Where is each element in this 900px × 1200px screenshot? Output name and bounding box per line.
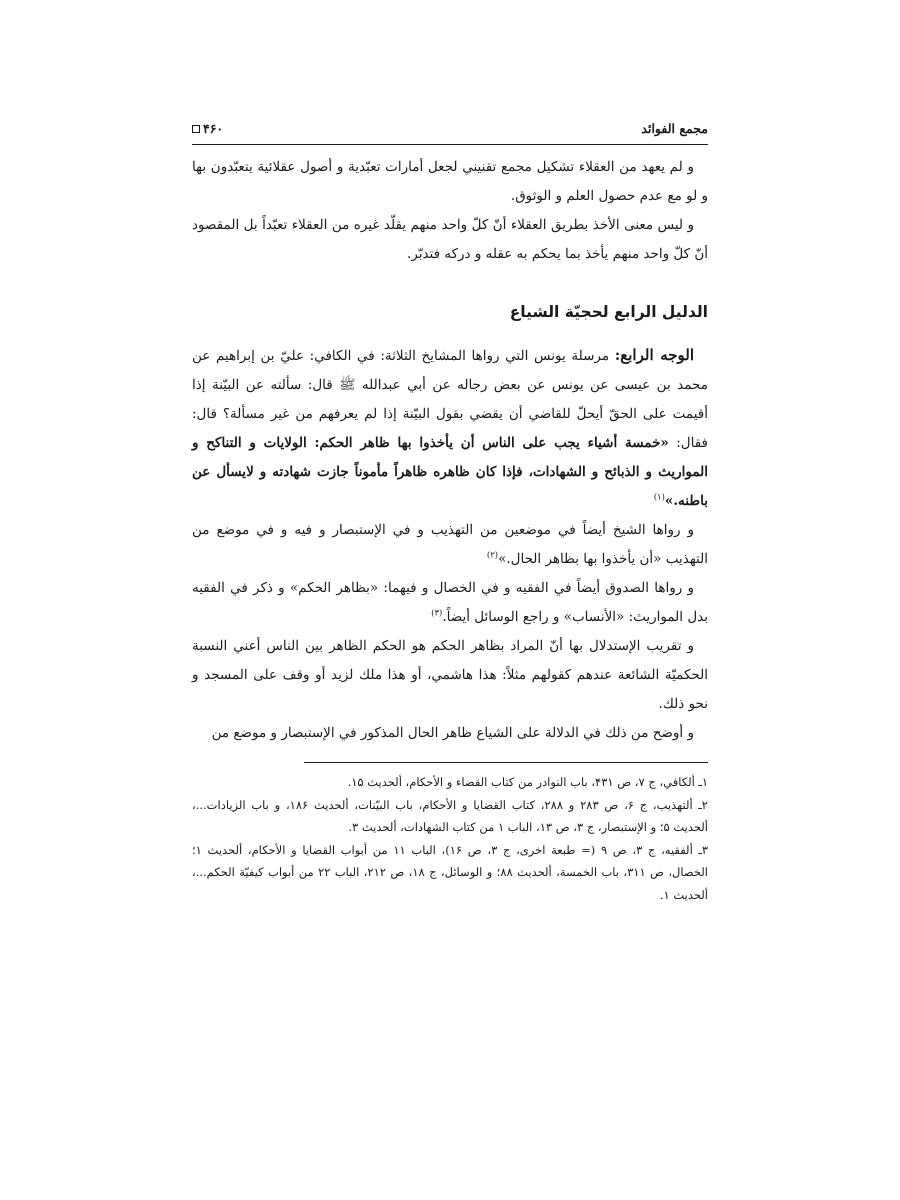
page-number-group <box>192 121 223 136</box>
hadith-quote: «خمسة أشياء يجب على الناس أن يأخذوا بها ظاهر الحكم: الولايات و التناكح و المواريث و الذبائح و الشهادات، فإذا كان ظاهره ظاهراً مأموناً جازت شهادته و لايسأل عن باطنه.» <box>192 435 708 509</box>
paragraph-7: و أوضح من ذلك في الدلالة على الشياع ظاهر الحال المذكور في الإستبصار و موضع من <box>211 725 694 741</box>
footnote-ref-2: (٢) <box>486 550 499 561</box>
book-title: مجمع الفوائد <box>641 121 708 136</box>
paragraph-3 <box>192 341 708 516</box>
paragraph-4-text: و رواها الشيخ أيضاً في موضعين من التهذيب و في الإستبصار و فيه و في موضع من التهذيب «أن يأخذوا بها بظاهر الحال.» <box>192 522 708 567</box>
footnote-2: ٢ـ ألتهذيب، ج ۶، ص ٢٨٣ و ٢٨٨، كتاب القضايا و الأحكام، باب البيّنات، ألحديث ١٨۶، و باب الزيادات...، ألحديث ۵؛ و الإستبصار، ج ٣، ص ١٣، الباب ١ من كتاب الشهادات، ألحديث ٣. <box>192 797 708 834</box>
paragraph-2: و ليس معنى الأخذ بطريق العقلاء أنّ كلّ واحد منهم يقلّد غيره من العقلاء تعبّداً بل المقصود أنّ كلّ واحد منهم يأخذ بما يحكم به عقله و دركه فتدبّر. <box>192 217 708 262</box>
paragraph-4 <box>192 516 708 574</box>
footnote-1: ١ـ ألكافي، ج ٧، ص ۴٣١، باب النوادر من كتاب القضاء و الأحكام، ألحديث ١۵. <box>347 775 708 789</box>
footnote-separator <box>304 762 708 763</box>
body-text <box>192 153 708 748</box>
section-heading: الدليل الرابع لحجيّة الشياع <box>509 303 708 321</box>
page-number: ۴۶۰ <box>203 121 224 136</box>
square-bullet-icon <box>192 125 200 133</box>
running-header <box>192 112 708 136</box>
book-page <box>192 112 708 906</box>
footnote-ref-3: (٣) <box>431 608 443 619</box>
footnote-ref-1: (١) <box>653 492 665 503</box>
paragraph-5-text: و رواها الصدوق أيضاً في الفقيه و في الخصال و فيهما: «بظاهر الحكم» و ذكر في الفقيه بدل المواريث: «الأنساب» و راجع الوسائل أيضاً. <box>192 580 708 625</box>
paragraph-6: و تقريب الإستدلال بها أنّ المراد بظاهر الحكم هو الحكم الظاهر بين الناس أعني النسبة الحكميّة الشائعة عندهم كقولهم مثلاً: هذا هاشمي، أو هذا ملك لزيد أو وقف على المسجد و نحو ذلك. <box>192 638 708 712</box>
lead-term: الوجه الرابع: <box>614 346 694 364</box>
footnote-3: ٣ـ ألفقيه، ج ٣، ص ٩ (= طبعة اخرى، ج ٣، ص ١۶)، الباب ١١ من أبواب القضايا و الأحكام، ألحديث ١؛ الخصال، ص ٣١١، باب الخمسة، ألحديث ٨٨؛ و الوسائل، ج ١٨، ص ٢١٢، الباب ٢٢ من أبواب كيفيّة الحكم...، ألحديث ١. <box>192 842 708 902</box>
header-rule <box>192 144 708 145</box>
paragraph-1: و لم يعهد من العقلاء تشكيل مجمع تقنيني لجعل أمارات تعبّدية و أصول عقلائية يتعبّدون بها و لو مع عدم حصول العلم و الوثوق. <box>192 159 708 204</box>
footnotes <box>192 771 708 906</box>
paragraph-3-text: مرسلة يونس التي رواها المشايخ الثلاثة: في الكافي: عليّ بن إبراهيم عن محمد بن عيسى عن يونس عن بعض رجاله عن أبي عبدالله ﷺ قال: سألته عن البيّنة إذا أقيمت على الحقّ أيحلّ للقاضي أن يقضي بقول البيّنة إذا لم يعرفهم من غير مسألة؟ قال: فقال: <box>192 348 709 451</box>
paragraph-5 <box>192 574 708 632</box>
